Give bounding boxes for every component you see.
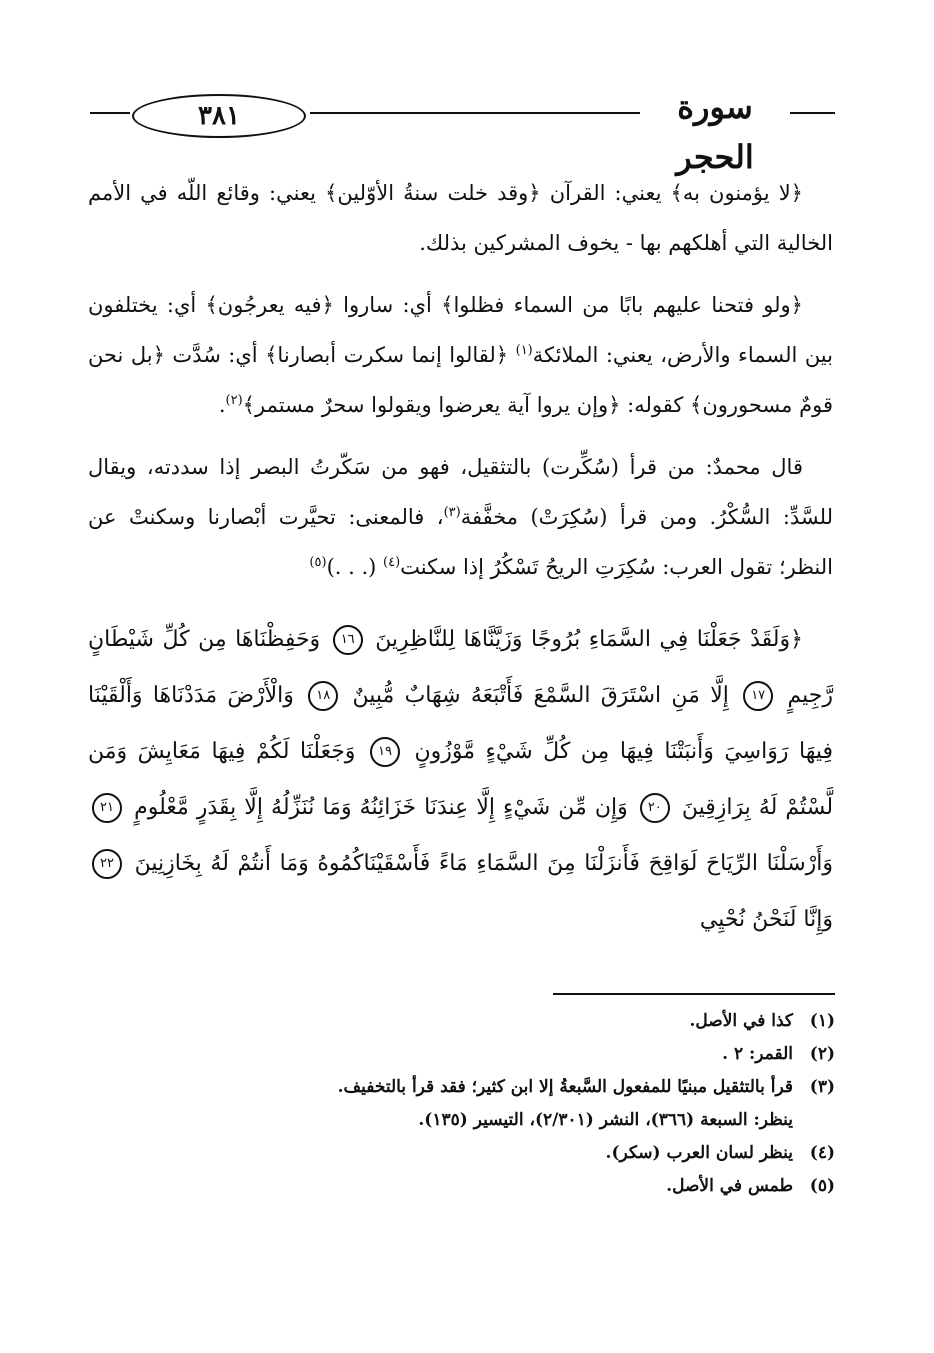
ayah-number-marker: ١٨ <box>308 681 338 711</box>
footnote-text: ينظر لسان العرب (سكر). <box>605 1143 793 1163</box>
verse-text: إِلَّا مَنِ اسْتَرَقَ السَّمْعَ فَأَتْبَعَهُ شِهَابٌ مُّبِينٌ <box>352 683 729 708</box>
paragraph-text: قال محمدٌ: من قرأ (سُكِّرت) بالتثقيل، فهو من سَكّرتُ البصر إذا سددته، ويقال للسَّدِّ: السُّكْرُ. ومن قرأ (سُكِرَتْ) مخفَّفة <box>88 455 833 529</box>
ayah-number-marker: ١٦ <box>333 625 363 655</box>
commentary-paragraph-3 <box>88 442 833 592</box>
paragraph-text: ﴿لقالوا إنما سكرت أبصارنا﴾ أي: سُدَّت ﴿بل نحن قومٌ مسحورون﴾ كقوله: ﴿وإن يروا آية يعرضوا ويقولوا سحرٌ مستمر﴾ <box>88 343 833 417</box>
paragraph-text: (. . .) <box>326 555 383 579</box>
verse-text: ﴿وَلَقَدْ جَعَلْنَا فِي السَّمَاءِ بُرُوجًا وَزَيَّنَّاهَا لِلنَّاظِرِينَ <box>375 627 804 652</box>
footnote-number: (٢) <box>809 1044 835 1064</box>
footnotes <box>200 1005 835 1203</box>
footnote-ref[interactable]: (٢) <box>225 393 243 408</box>
footnote-text: قرأ بالتثقيل مبنيًا للمفعول السَّبعةُ إلا ابن كثير؛ فقد قرأ بالتخفيف. <box>337 1077 793 1097</box>
footnote-1 <box>200 1005 835 1038</box>
footnote-ref[interactable]: (٥) <box>309 555 327 570</box>
quran-passage <box>88 612 833 948</box>
footnote-ref[interactable]: (٣) <box>443 505 461 520</box>
paragraph-text: ﴿ولو فتحنا عليهم بابًا من السماء فظلوا﴾ أي: ساروا ﴿فيه يعرجُون﴾ أي: يختلفون بين السماء والأرض، يعني: الملائكة <box>88 293 833 367</box>
footnote-2 <box>200 1038 835 1071</box>
footnote-3-continuation: ينظر: السبعة (٣٦٦)، النشر (٢/٣٠١)، التيسير (١٣٥). <box>418 1110 793 1130</box>
verse-text: وَإِن مِّن شَيْءٍ إِلَّا عِندَنَا خَزَائِنُهُ وَمَا نُنَزِّلُهُ إِلَّا بِقَدَرٍ مَّعْلُومٍ <box>134 795 628 820</box>
footnote-text: القمر: ٢ . <box>722 1044 793 1064</box>
footnote-ref[interactable]: (١) <box>515 343 533 358</box>
ayah-number-marker: ١٩ <box>370 737 400 767</box>
ayah-number-marker: ٢٢ <box>92 849 122 879</box>
footnote-text: طمس في الأصل. <box>666 1176 793 1196</box>
paragraph-text: ﴿لا يؤمنون به﴾ يعني: القرآن ﴿وقد خلت سنةُ الأوّلين﴾ يعني: وقائع اللّه في الأمم الخالية التي أهلكهم بها - يخوف المشركين بذلك. <box>88 181 833 255</box>
footnote-separator <box>553 993 835 995</box>
footnote-number: (٣) <box>809 1077 835 1097</box>
ayah-number-marker: ٢١ <box>92 793 122 823</box>
footnote-3 <box>200 1071 835 1104</box>
footnote-4 <box>200 1137 835 1170</box>
footnote-ref[interactable]: (٤) <box>383 555 401 570</box>
paragraph-text: . <box>218 393 226 417</box>
verse-text: وَجَعَلْنَا لَكُمْ فِيهَا مَعَايِشَ وَمَن لَّسْتُمْ لَهُ بِرَازِقِينَ <box>88 739 834 820</box>
footnote-number: (٥) <box>809 1176 835 1196</box>
verse-text: وَأَرْسَلْنَا الرِّيَاحَ لَوَاقِحَ فَأَنزَلْنَا مِنَ السَّمَاءِ مَاءً فَأَسْقَيْنَاكُمُوهُ وَمَا أَنتُمْ لَهُ بِخَازِنِينَ <box>134 851 833 876</box>
ayah-number-marker: ٢٠ <box>640 793 670 823</box>
header-rule-left <box>90 112 130 114</box>
footnote-number: (١) <box>809 1011 835 1031</box>
verse-text: وَحَفِظْنَاهَا مِن كُلِّ شَيْطَانٍ رَّجِيمٍ <box>88 627 833 708</box>
surah-title: سورة الحجر <box>676 88 754 176</box>
page-number: ٣٨١ <box>132 94 306 138</box>
header-rule-middle <box>310 112 640 114</box>
verse-text: وَإِنَّا لَنَحْنُ نُحْيِي <box>699 907 833 932</box>
footnote-text: كذا في الأصل. <box>689 1011 793 1031</box>
paragraph-text: ، فالمعنى: تحيَّرت أبْصارنا وسكنتْ عن النظر؛ تقول العرب: سُكِرَتِ الريحُ تَسْكُرُ إذا سكنت <box>88 505 833 579</box>
commentary-paragraph-2 <box>88 280 833 430</box>
footnote-number: (٤) <box>809 1143 835 1163</box>
ayah-number-marker: ١٧ <box>743 681 773 711</box>
commentary-paragraph-1 <box>88 168 833 268</box>
main-text <box>88 168 833 970</box>
verse-text: وَالْأَرْضَ مَدَدْنَاهَا وَأَلْقَيْنَا فِيهَا رَوَاسِيَ وَأَنبَتْنَا فِيهَا مِن كُلِّ شَيْءٍ مَّوْزُونٍ <box>88 683 833 764</box>
header-rule-right <box>790 112 835 114</box>
page-header <box>90 72 840 176</box>
footnote-5 <box>200 1170 835 1203</box>
